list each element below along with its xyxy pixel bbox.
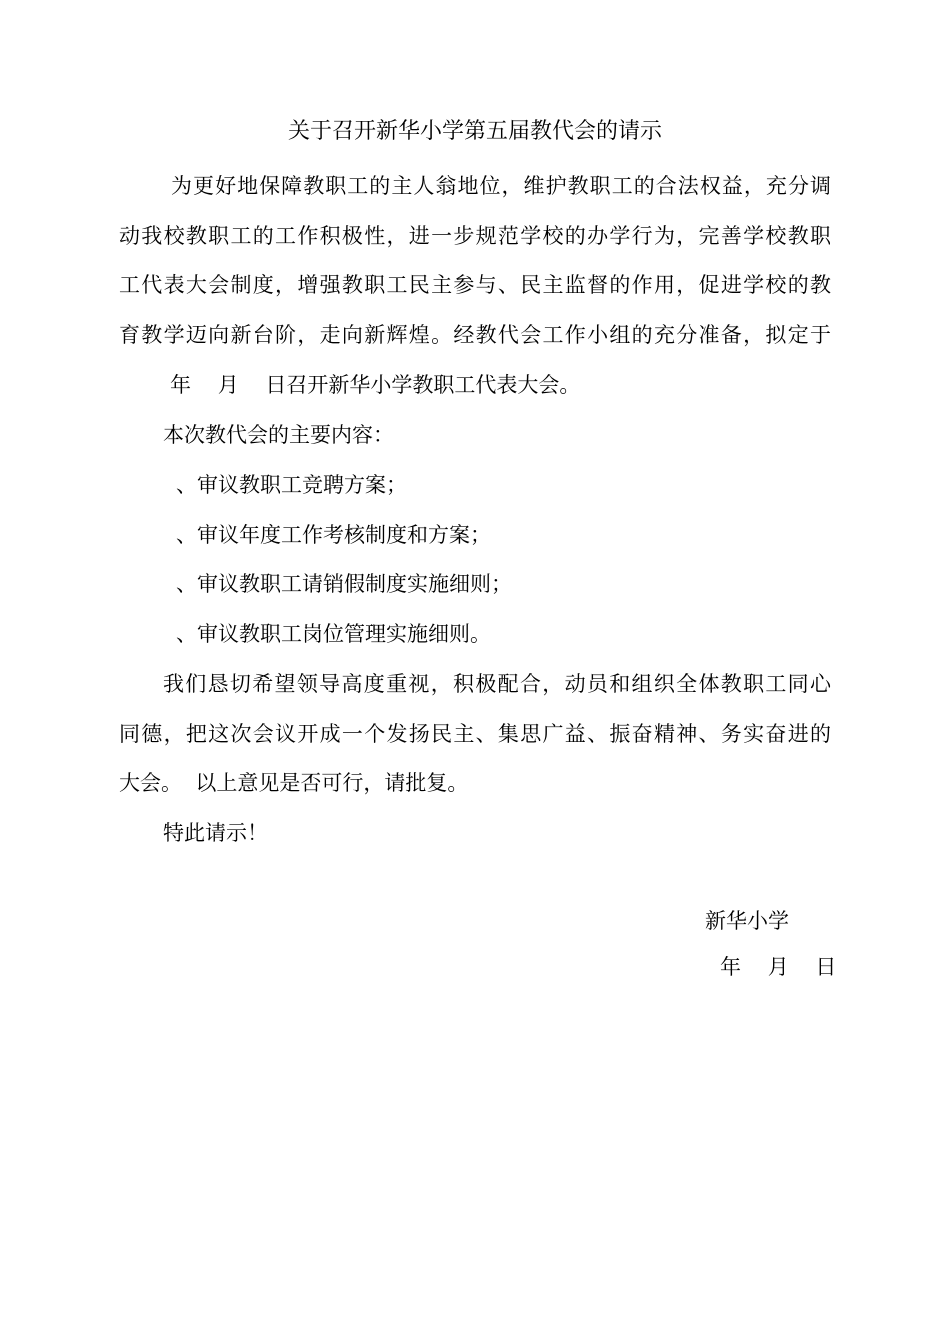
intro-line-5: 年 月 日召开新华小学教职工代表大会。 <box>170 373 581 397</box>
closing-line-3: 大会。 以上意见是否可行，请批复。 <box>119 771 469 795</box>
content-heading: 本次教代会的主要内容： <box>163 423 394 447</box>
agenda-item-4: 、审议教职工岗位管理实施细则。 <box>176 622 491 646</box>
signature-organization: 新华小学 <box>705 909 789 933</box>
agenda-item-1: 、审议教职工竞聘方案； <box>176 473 407 497</box>
intro-line-4: 育教学迈向新台阶，走向新辉煌。经教代会工作小组的充分准备，拟定于 <box>119 323 831 347</box>
agenda-item-3: 、审议教职工请销假制度实施细则； <box>176 572 512 596</box>
signature-date: 年 月 日 <box>720 955 837 979</box>
agenda-item-2: 、审议年度工作考核制度和方案； <box>176 523 491 547</box>
document-title: 关于召开新华小学第五届教代会的请示 <box>287 119 662 144</box>
sign-off: 特此请示！ <box>163 821 268 845</box>
closing-line-1: 我们恳切希望领导高度重视，积极配合，动员和组织全体教职工同心 <box>163 672 831 696</box>
intro-line-3: 工代表大会制度，增强教职工民主参与、民主监督的作用，促进学校的教 <box>119 273 831 297</box>
intro-line-1: 为更好地保障教职工的主人翁地位，维护教职工的合法权益，充分调 <box>171 174 831 198</box>
closing-line-2: 同德，把这次会议开成一个发扬民主、集思广益、振奋精神、务实奋进的 <box>119 722 831 746</box>
intro-line-2: 动我校教职工的工作积极性，进一步规范学校的办学行为，完善学校教职 <box>119 224 831 248</box>
